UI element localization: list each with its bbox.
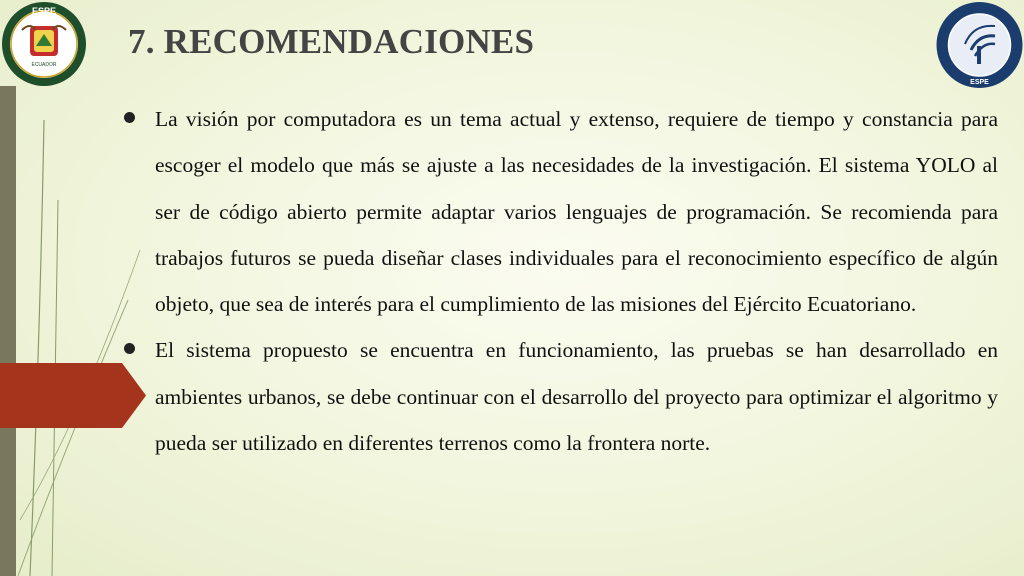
left-logo-inner-text: ECUADOR — [31, 62, 57, 68]
bullet-item — [120, 327, 998, 466]
right-logo-bottom-text: ESPE — [970, 79, 989, 86]
university-seal-icon — [0, 0, 88, 88]
slide-title: 7. RECOMENDACIONES — [128, 22, 535, 61]
left-logo-top-text: ESPE — [31, 6, 57, 16]
telecom-antenna-icon — [935, 0, 1024, 90]
bullet-text: La visión por computadora es un tema actual y extenso, requiere de tiempo y constancia para escoger el modelo que más se ajuste a las necesidades de la investigación. El sistema YOLO al ser de código abierto permite adaptar varios lenguajes de programación. Se recomienda para trabajos futuros se pueda diseñar clases individuales para el reconocimiento específico de algún objeto, que sea de interés para el cumplimiento de las misiones del Ejército Ecuatoriano. — [155, 107, 998, 317]
bullet-text: El sistema propuesto se encuentra en funcionamiento, las pruebas se han desarrollado en ambientes urbanos, se debe continuar con el desarrollo del proyecto para optimizar el algoritmo y pueda ser utilizado en diferentes terrenos como la frontera norte. — [155, 338, 998, 456]
bullet-item — [120, 96, 998, 327]
bullet-dot-icon — [124, 112, 135, 123]
bullet-dot-icon — [124, 343, 135, 354]
bullet-list — [120, 96, 998, 466]
